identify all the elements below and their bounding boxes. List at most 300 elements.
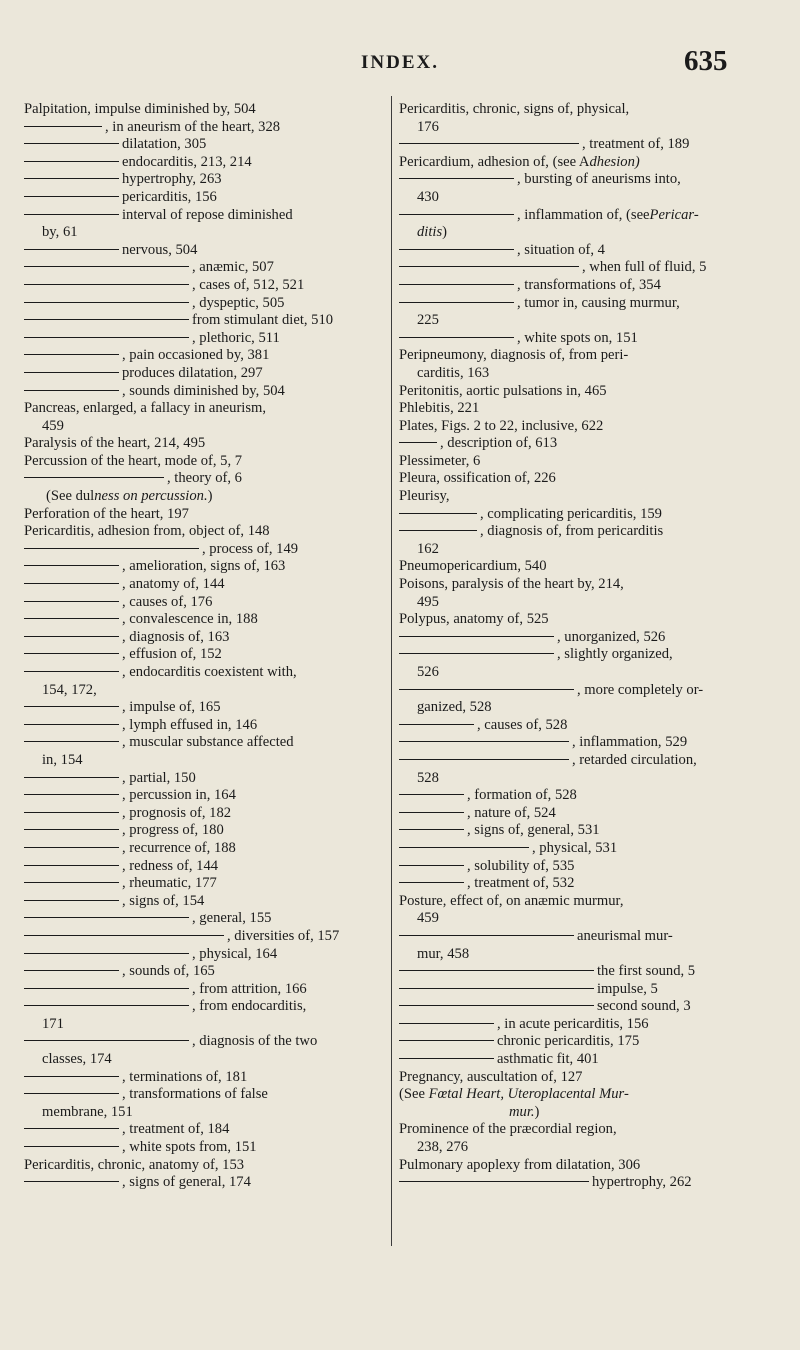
index-entry-text: , complicating pericarditis, 159 bbox=[480, 505, 662, 522]
index-entry-text: , terminations of, 181 bbox=[122, 1068, 248, 1085]
index-entry bbox=[24, 470, 382, 488]
index-entry-text: , bursting of aneurisms into, bbox=[517, 171, 681, 188]
index-entry-text: , redness of, 144 bbox=[122, 857, 219, 874]
index-entry bbox=[24, 682, 382, 700]
index-entry bbox=[399, 541, 771, 559]
index-entry bbox=[399, 682, 771, 700]
index-entry-text: , nature of, 524 bbox=[467, 804, 556, 821]
index-entry bbox=[24, 1157, 382, 1175]
index-entry bbox=[24, 963, 382, 981]
index-entry bbox=[399, 858, 771, 876]
index-entry bbox=[24, 259, 382, 277]
index-entry-text: dilatation, 305 bbox=[122, 136, 207, 153]
index-entry-text: mur.) bbox=[509, 1103, 540, 1120]
index-entry bbox=[399, 488, 771, 506]
index-entry bbox=[24, 822, 382, 840]
index-entry-text: , causes of, 176 bbox=[122, 593, 213, 610]
index-entry-text: , general, 155 bbox=[192, 910, 272, 927]
ditto-rule bbox=[24, 671, 119, 672]
index-entry bbox=[24, 400, 382, 418]
ditto-rule bbox=[399, 1040, 494, 1041]
index-entry bbox=[24, 752, 382, 770]
index-entry bbox=[399, 822, 771, 840]
ditto-rule bbox=[24, 636, 119, 637]
index-entry-text: pericarditis, 156 bbox=[122, 188, 217, 205]
index-entry bbox=[24, 101, 382, 119]
index-entry-text: , tumor in, causing murmur, bbox=[517, 294, 680, 311]
index-entry-text: asthmatic fit, 401 bbox=[497, 1051, 599, 1068]
index-entry bbox=[399, 875, 771, 893]
index-entry-text: , lymph effused in, 146 bbox=[122, 716, 258, 733]
index-entry bbox=[24, 435, 382, 453]
index-entry-text: , diagnosis of, from pericarditis bbox=[480, 523, 664, 540]
index-entry-text: , amelioration, signs of, 163 bbox=[122, 558, 286, 575]
index-entry-text: 238, 276 bbox=[417, 1139, 469, 1156]
index-entry bbox=[399, 330, 771, 348]
ditto-rule bbox=[24, 900, 119, 901]
index-entry-text: , muscular substance affected bbox=[122, 734, 294, 751]
index-entry bbox=[24, 998, 382, 1016]
ditto-rule bbox=[24, 1128, 119, 1129]
index-entry bbox=[24, 1033, 382, 1051]
index-entry-text: Pleura, ossification of, 226 bbox=[399, 470, 556, 487]
index-entry-text: hypertrophy, 263 bbox=[122, 171, 222, 188]
index-entry bbox=[399, 1051, 771, 1069]
ditto-rule bbox=[24, 724, 119, 725]
ditto-rule bbox=[24, 372, 119, 373]
index-entry-text: , signs of, general, 531 bbox=[467, 822, 600, 839]
ditto-rule bbox=[24, 988, 189, 989]
index-entry-text: Palpitation, impulse diminished by, 504 bbox=[24, 101, 256, 117]
index-entry bbox=[399, 259, 771, 277]
index-entry-text: , theory of, 6 bbox=[167, 470, 242, 487]
index-entry-text: , when full of fluid, 5 bbox=[582, 259, 707, 276]
index-entry-text: impulse, 5 bbox=[597, 980, 658, 997]
index-entry bbox=[24, 136, 382, 154]
index-entry bbox=[24, 1086, 382, 1104]
index-entry-text: , more completely or- bbox=[577, 681, 704, 698]
index-entry bbox=[24, 646, 382, 664]
ditto-rule bbox=[24, 865, 119, 866]
index-entry-text: Plessimeter, 6 bbox=[399, 452, 481, 469]
index-column-right bbox=[399, 101, 771, 1192]
index-entry-text: by, 61 bbox=[42, 224, 78, 241]
index-entry bbox=[399, 629, 771, 647]
index-entry-text: , percussion in, 164 bbox=[122, 787, 236, 804]
index-entry bbox=[24, 488, 382, 506]
index-entry-text: Pericarditis, chronic, anatomy of, 153 bbox=[24, 1156, 245, 1173]
index-entry-text: , dyspeptic, 505 bbox=[192, 294, 285, 311]
index-entry-text: , anæmic, 507 bbox=[192, 259, 274, 276]
ditto-rule bbox=[24, 1181, 119, 1182]
index-entry-text: , inflammation, 529 bbox=[572, 734, 688, 751]
index-entry-text: , slightly organized, bbox=[557, 646, 673, 663]
index-entry bbox=[399, 1104, 771, 1122]
index-entry-text: , treatment of, 189 bbox=[582, 136, 690, 153]
index-entry bbox=[399, 558, 771, 576]
index-entry bbox=[399, 998, 771, 1016]
index-entry bbox=[24, 295, 382, 313]
index-entry bbox=[399, 119, 771, 137]
index-entry bbox=[399, 1086, 771, 1104]
ditto-rule bbox=[399, 847, 529, 848]
index-entry-text: , signs of general, 174 bbox=[122, 1174, 251, 1191]
ditto-rule bbox=[399, 829, 464, 830]
ditto-rule bbox=[399, 442, 437, 443]
index-entry bbox=[399, 734, 771, 752]
index-entry bbox=[24, 523, 382, 541]
ditto-rule bbox=[24, 1076, 119, 1077]
index-entry-text: Pericarditis, adhesion from, object of, 148 bbox=[24, 523, 270, 540]
index-entry bbox=[399, 981, 771, 999]
index-entry-text: , from attrition, 166 bbox=[192, 980, 307, 997]
index-entry bbox=[24, 453, 382, 471]
index-entry-text: 154, 172, bbox=[42, 681, 97, 698]
index-entry-text: Paralysis of the heart, 214, 495 bbox=[24, 435, 206, 452]
index-entry-text: , anatomy of, 144 bbox=[122, 576, 225, 593]
ditto-rule bbox=[24, 847, 119, 848]
index-entry bbox=[399, 576, 771, 594]
index-entry-text: aneurismal mur- bbox=[577, 927, 673, 944]
index-entry bbox=[24, 928, 382, 946]
index-entry-text: , impulse of, 165 bbox=[122, 699, 221, 716]
index-entry-text: carditis, 163 bbox=[417, 364, 490, 381]
index-entry-text: Polypus, anatomy of, 525 bbox=[399, 611, 549, 628]
index-entry bbox=[24, 805, 382, 823]
index-entry-text: , sounds diminished by, 504 bbox=[122, 382, 285, 399]
index-entry-text: Pericardium, adhesion of, (see Adhesion) bbox=[399, 153, 640, 170]
index-entry-text: , formation of, 528 bbox=[467, 787, 577, 804]
index-entry-text: , unorganized, 526 bbox=[557, 628, 666, 645]
index-entry bbox=[399, 664, 771, 682]
index-entry bbox=[24, 664, 382, 682]
index-entry-text: , partial, 150 bbox=[122, 769, 196, 786]
index-entry bbox=[399, 770, 771, 788]
index-entry-text: , progress of, 180 bbox=[122, 822, 224, 839]
index-entry-text: , diagnosis of, 163 bbox=[122, 628, 230, 645]
index-entry-text: 430 bbox=[417, 188, 439, 205]
ditto-rule bbox=[399, 1023, 494, 1024]
index-entry-text: , solubility of, 535 bbox=[467, 857, 575, 874]
index-entry bbox=[24, 594, 382, 612]
ditto-rule bbox=[399, 284, 514, 285]
index-entry-text: Poisons, paralysis of the heart by, 214, bbox=[399, 576, 624, 593]
index-entry bbox=[399, 189, 771, 207]
index-entry bbox=[399, 646, 771, 664]
index-entry bbox=[399, 242, 771, 260]
index-entry-text: (See dulness on percussion.) bbox=[46, 488, 213, 505]
ditto-rule bbox=[399, 249, 514, 250]
index-entry-text: , situation of, 4 bbox=[517, 241, 605, 258]
ditto-rule bbox=[399, 1181, 589, 1182]
index-entry bbox=[24, 224, 382, 242]
index-entry bbox=[24, 541, 382, 559]
index-entry bbox=[24, 347, 382, 365]
index-entry-text: chronic pericarditis, 175 bbox=[497, 1033, 640, 1050]
index-entry-text: (See Fœtal Heart, Uteroplacental Mur- bbox=[399, 1086, 629, 1103]
index-entry bbox=[24, 1069, 382, 1087]
index-entry-text: nervous, 504 bbox=[122, 241, 198, 258]
index-entry-text: , treatment of, 184 bbox=[122, 1121, 230, 1138]
index-entry bbox=[399, 805, 771, 823]
index-entry bbox=[399, 1139, 771, 1157]
ditto-rule bbox=[24, 829, 119, 830]
index-entry bbox=[24, 383, 382, 401]
index-entry bbox=[399, 928, 771, 946]
ditto-rule bbox=[24, 618, 119, 619]
ditto-rule bbox=[399, 1005, 594, 1006]
index-entry bbox=[399, 171, 771, 189]
index-entry bbox=[24, 875, 382, 893]
ditto-rule bbox=[24, 777, 119, 778]
index-entry bbox=[399, 787, 771, 805]
index-entry bbox=[399, 523, 771, 541]
ditto-rule bbox=[24, 601, 119, 602]
index-entry bbox=[24, 1104, 382, 1122]
index-entry bbox=[24, 242, 382, 260]
index-entry-text: Percussion of the heart, mode of, 5, 7 bbox=[24, 452, 243, 469]
index-entry bbox=[399, 717, 771, 735]
ditto-rule bbox=[24, 302, 189, 303]
ditto-rule bbox=[24, 143, 119, 144]
ditto-rule bbox=[399, 741, 569, 742]
ditto-rule bbox=[24, 953, 189, 954]
ditto-rule bbox=[24, 126, 102, 127]
index-entry-text: produces dilatation, 297 bbox=[122, 364, 263, 381]
index-entry-text: 162 bbox=[417, 540, 439, 557]
ditto-rule bbox=[399, 988, 594, 989]
index-entry bbox=[24, 1139, 382, 1157]
index-entry bbox=[24, 981, 382, 999]
index-column-left bbox=[24, 101, 382, 1192]
index-entry-text: , transformations of false bbox=[122, 1086, 268, 1103]
index-entry-text: , diagnosis of the two bbox=[192, 1033, 318, 1050]
index-entry bbox=[399, 365, 771, 383]
index-entry-text: , retarded circulation, bbox=[572, 751, 697, 768]
index-entry-text: , endocarditis coexistent with, bbox=[122, 664, 297, 680]
index-entry-text: Peripneumony, diagnosis of, from peri- bbox=[399, 347, 629, 364]
index-entry-text: , rheumatic, 177 bbox=[122, 875, 217, 892]
index-entry bbox=[399, 470, 771, 488]
ditto-rule bbox=[399, 812, 464, 813]
index-entry bbox=[399, 224, 771, 242]
index-entry-text: , physical, 164 bbox=[192, 945, 278, 962]
index-entry-text: in, 154 bbox=[42, 751, 83, 768]
index-entry bbox=[399, 347, 771, 365]
index-entry bbox=[24, 629, 382, 647]
ditto-rule bbox=[24, 178, 119, 179]
index-entry-text: , transformations of, 354 bbox=[517, 276, 661, 293]
index-entry-text: 528 bbox=[417, 769, 439, 786]
index-entry-text: Pericarditis, chronic, signs of, physical, bbox=[399, 101, 630, 117]
ditto-rule bbox=[24, 653, 119, 654]
index-entry bbox=[399, 910, 771, 928]
index-entry-text: 495 bbox=[417, 593, 439, 610]
running-head: INDEX. bbox=[361, 52, 439, 73]
ditto-rule bbox=[24, 970, 119, 971]
index-entry-text: , physical, 531 bbox=[532, 839, 618, 856]
index-entry bbox=[24, 1174, 382, 1192]
ditto-rule bbox=[24, 935, 224, 936]
index-entry bbox=[399, 752, 771, 770]
index-entry bbox=[399, 136, 771, 154]
index-entry bbox=[399, 1121, 771, 1139]
index-entry-text: ganized, 528 bbox=[417, 699, 492, 716]
index-entry-text: , in acute pericarditis, 156 bbox=[497, 1015, 649, 1032]
index-entry-text: 176 bbox=[417, 118, 439, 135]
ditto-rule bbox=[24, 196, 119, 197]
index-entry bbox=[399, 1069, 771, 1087]
ditto-rule bbox=[24, 249, 119, 250]
index-entry-text: 171 bbox=[42, 1015, 64, 1032]
index-entry-text: interval of repose diminished bbox=[122, 206, 293, 223]
index-entry bbox=[399, 1157, 771, 1175]
ditto-rule bbox=[24, 284, 189, 285]
ditto-rule bbox=[24, 706, 119, 707]
index-entry-text: from stimulant diet, 510 bbox=[192, 312, 334, 329]
ditto-rule bbox=[399, 530, 477, 531]
index-entry bbox=[399, 207, 771, 225]
index-entry bbox=[24, 910, 382, 928]
index-entry-text: Pneumopericardium, 540 bbox=[399, 558, 547, 575]
ditto-rule bbox=[399, 865, 464, 866]
index-entry bbox=[399, 418, 771, 436]
index-entry-text: Pleurisy, bbox=[399, 488, 450, 505]
index-entry-text: , pain occasioned by, 381 bbox=[122, 347, 270, 364]
ditto-rule bbox=[24, 161, 119, 162]
ditto-rule bbox=[24, 1005, 189, 1006]
ditto-rule bbox=[399, 970, 594, 971]
ditto-rule bbox=[24, 1093, 119, 1094]
index-entry bbox=[399, 1174, 771, 1192]
ditto-rule bbox=[24, 319, 189, 320]
ditto-rule bbox=[24, 917, 189, 918]
ditto-rule bbox=[24, 477, 164, 478]
ditto-rule bbox=[24, 583, 119, 584]
ditto-rule bbox=[399, 337, 514, 338]
index-entry bbox=[399, 101, 771, 119]
index-entry bbox=[24, 365, 382, 383]
ditto-rule bbox=[24, 548, 199, 549]
index-entry-text: , in aneurism of the heart, 328 bbox=[105, 118, 281, 135]
index-entry-text: , treatment of, 532 bbox=[467, 875, 575, 892]
index-entry-text: Pulmonary apoplexy from dilatation, 306 bbox=[399, 1156, 641, 1173]
index-entry bbox=[24, 558, 382, 576]
index-entry bbox=[24, 1016, 382, 1034]
index-entry-text: second sound, 3 bbox=[597, 998, 691, 1015]
ditto-rule bbox=[399, 302, 514, 303]
ditto-rule bbox=[24, 1146, 119, 1147]
index-entry bbox=[24, 611, 382, 629]
index-entry bbox=[24, 699, 382, 717]
index-entry bbox=[24, 893, 382, 911]
index-entry-text: Peritonitis, aortic pulsations in, 465 bbox=[399, 382, 607, 399]
index-entry-text: , description of, 613 bbox=[440, 435, 558, 452]
ditto-rule bbox=[399, 636, 554, 637]
index-entry-text: , inflammation of, (seePericar- bbox=[517, 206, 699, 223]
ditto-rule bbox=[399, 266, 579, 267]
index-entry-text: hypertrophy, 262 bbox=[592, 1174, 692, 1191]
index-entry-text: Pancreas, enlarged, a fallacy in aneurism, bbox=[24, 400, 267, 417]
ditto-rule bbox=[24, 812, 119, 813]
ditto-rule bbox=[24, 794, 119, 795]
index-entry bbox=[399, 611, 771, 629]
index-entry-text: 225 bbox=[417, 312, 439, 329]
ditto-rule bbox=[24, 337, 189, 338]
ditto-rule bbox=[399, 724, 474, 725]
index-entry bbox=[24, 171, 382, 189]
index-entry-text: Prominence of the præcordial region, bbox=[399, 1121, 617, 1138]
index-entry bbox=[24, 207, 382, 225]
ditto-rule bbox=[24, 354, 119, 355]
index-entry bbox=[399, 295, 771, 313]
index-entry-text: the first sound, 5 bbox=[597, 963, 696, 980]
ditto-rule bbox=[399, 178, 514, 179]
index-entry-text: , white spots from, 151 bbox=[122, 1139, 257, 1156]
index-entry-text: 459 bbox=[42, 417, 64, 434]
page-number: 635 bbox=[684, 45, 728, 77]
index-entry-text: , prognosis of, 182 bbox=[122, 804, 232, 821]
index-entry bbox=[399, 277, 771, 295]
index-entry bbox=[399, 154, 771, 172]
index-entry bbox=[24, 858, 382, 876]
index-entry bbox=[24, 770, 382, 788]
index-entry-text: endocarditis, 213, 214 bbox=[122, 153, 252, 170]
index-entry-text: Pregnancy, auscultation of, 127 bbox=[399, 1068, 583, 1085]
index-entry-text: , cases of, 512, 521 bbox=[192, 276, 305, 293]
index-entry bbox=[399, 699, 771, 717]
index-entry-text: , diversities of, 157 bbox=[227, 927, 340, 944]
ditto-rule bbox=[399, 882, 464, 883]
index-entry bbox=[399, 435, 771, 453]
index-entry bbox=[399, 840, 771, 858]
ditto-rule bbox=[399, 1058, 494, 1059]
ditto-rule bbox=[399, 689, 574, 690]
index-entry-text: , sounds of, 165 bbox=[122, 963, 215, 980]
index-entry-text: Phlebitis, 221 bbox=[399, 400, 480, 417]
index-entry-text: Posture, effect of, on anæmic murmur, bbox=[399, 892, 624, 909]
index-entry-text: ditis) bbox=[417, 224, 448, 241]
index-entry bbox=[24, 717, 382, 735]
index-entry bbox=[24, 330, 382, 348]
ditto-rule bbox=[399, 935, 574, 936]
index-entry-text: classes, 174 bbox=[42, 1051, 112, 1068]
index-entry-text: , convalescence in, 188 bbox=[122, 611, 258, 628]
index-entry-text: , process of, 149 bbox=[202, 540, 299, 557]
index-entry-text: , signs of, 154 bbox=[122, 892, 205, 909]
ditto-rule bbox=[399, 653, 554, 654]
ditto-rule bbox=[399, 794, 464, 795]
index-entry-text: Perforation of the heart, 197 bbox=[24, 505, 189, 522]
ditto-rule bbox=[399, 143, 579, 144]
index-entry bbox=[399, 506, 771, 524]
ditto-rule bbox=[399, 759, 569, 760]
index-entry bbox=[399, 453, 771, 471]
index-entry bbox=[24, 840, 382, 858]
index-entry bbox=[24, 312, 382, 330]
index-entry bbox=[24, 576, 382, 594]
index-entry bbox=[24, 119, 382, 137]
index-entry bbox=[399, 594, 771, 612]
index-entry bbox=[24, 734, 382, 752]
ditto-rule bbox=[24, 214, 119, 215]
ditto-rule bbox=[24, 882, 119, 883]
index-entry bbox=[399, 1033, 771, 1051]
index-entry bbox=[24, 418, 382, 436]
index-entry-text: membrane, 151 bbox=[42, 1103, 133, 1120]
index-entry bbox=[399, 893, 771, 911]
index-entry bbox=[399, 946, 771, 964]
